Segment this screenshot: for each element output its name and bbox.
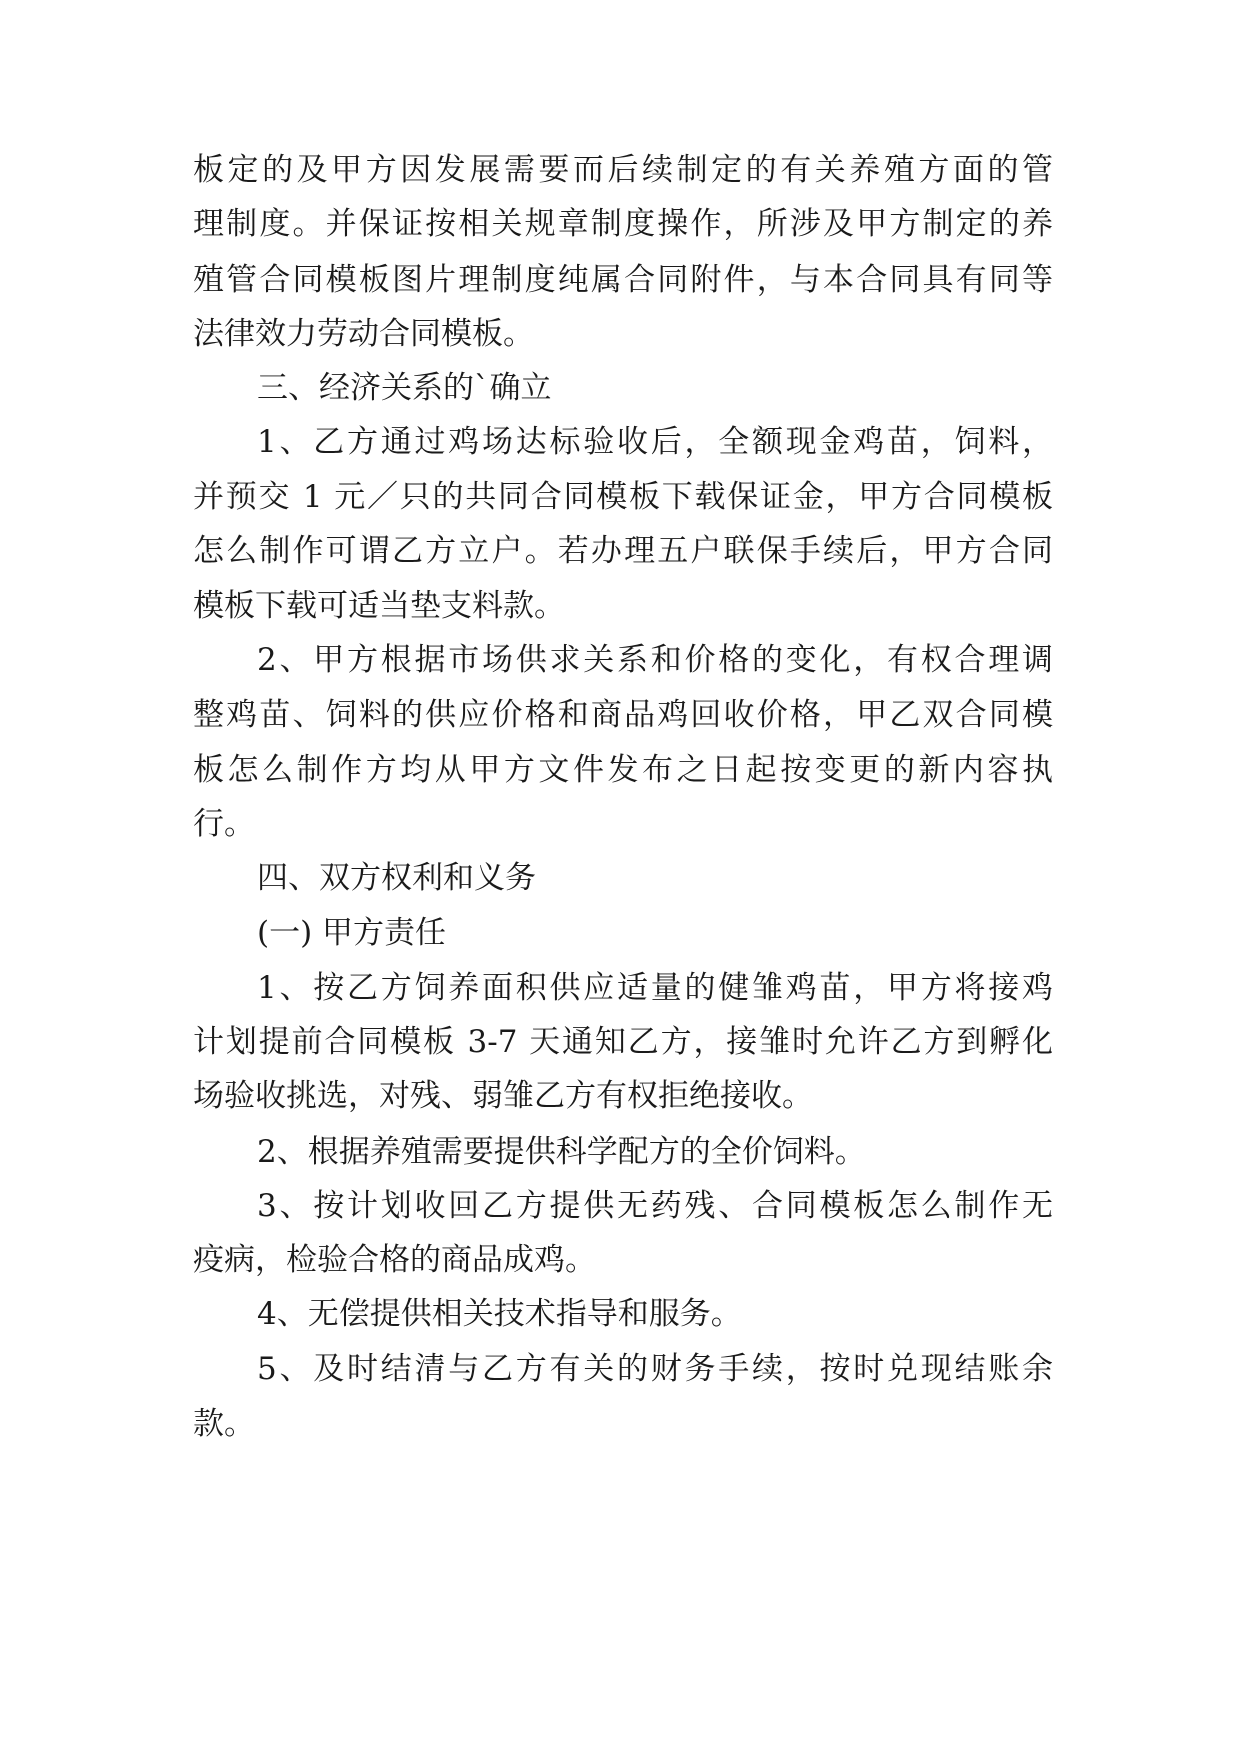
paragraph-line: 1、按乙方饲养面积供应适量的健雏鸡苗，甲方将接鸡 [257, 970, 1053, 1006]
paragraph-line: 3、按计划收回乙方提供无药残、合同模板怎么制作无 [257, 1188, 1053, 1224]
paragraph-line: 2、甲方根据市场供求关系和价格的变化，有权合理调 [257, 642, 1053, 678]
paragraph-line: 2、根据养殖需要提供科学配方的全价饲料。 [257, 1134, 866, 1170]
paragraph-line: 板定的及甲方因发展需要而后续制定的有关养殖方面的管 [193, 152, 1053, 188]
paragraph-line: 并预交 1 元／只的共同合同模板下载保证金，甲方合同模板 [193, 479, 1053, 515]
paragraph-line: 计划提前合同模板 3-7 天通知乙方，接雏时允许乙方到孵化 [193, 1024, 1053, 1060]
paragraph-line: 模板下载可适当垫支料款。 [193, 588, 565, 624]
paragraph-line: 整鸡苗、饲料的供应价格和商品鸡回收价格，甲乙双合同模 [193, 697, 1053, 733]
section-heading: 四、双方权利和义务 [257, 860, 536, 896]
paragraph-line: 场验收挑选，对残、弱雏乙方有权拒绝接收。 [193, 1078, 813, 1114]
paragraph-line: 1、乙方通过鸡场达标验收后，全额现金鸡苗，饲料， [257, 424, 1053, 460]
paragraph-line: 行。 [193, 806, 255, 842]
paragraph-line: 疫病，检验合格的商品成鸡。 [193, 1242, 596, 1278]
paragraph-line: 5、及时结清与乙方有关的财务手续，按时兑现结账余 [257, 1351, 1053, 1387]
paragraph-line: 款。 [193, 1406, 255, 1442]
paragraph-line: 法律效力劳动合同模板。 [193, 316, 534, 352]
paragraph-line: 4、无偿提供相关技术指导和服务。 [257, 1296, 742, 1332]
section-heading: 三、经济关系的`确立 [257, 370, 552, 406]
document-page [193, 148, 1053, 1568]
paragraph-line: 板怎么制作方均从甲方文件发布之日起按变更的新内容执 [193, 752, 1053, 788]
paragraph-line: 理制度。并保证按相关规章制度操作，所涉及甲方制定的养 [193, 206, 1053, 242]
subsection-heading: (一) 甲方责任 [257, 915, 447, 951]
paragraph-line: 殖管合同模板图片理制度纯属合同附件，与本合同具有同等 [193, 262, 1053, 298]
paragraph-line: 怎么制作可谓乙方立户。若办理五户联保手续后，甲方合同 [193, 533, 1053, 569]
